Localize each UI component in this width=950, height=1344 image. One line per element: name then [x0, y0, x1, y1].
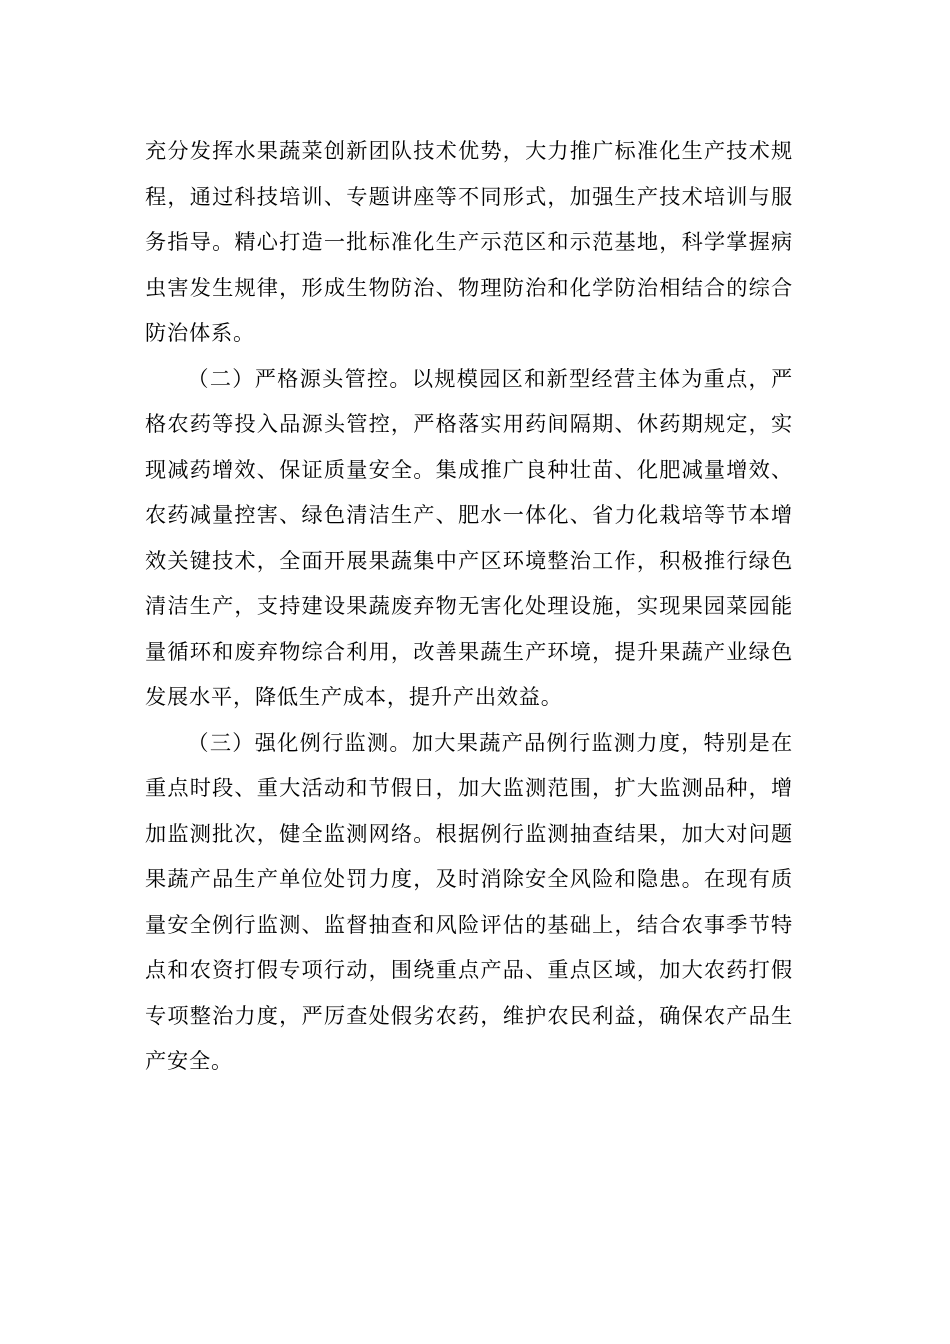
paragraph-routine-monitoring: （三）强化例行监测。加大果蔬产品例行监测力度，特别是在重点时段、重大活动和节假日，加大监测范围，扩大监测品种，增加监测批次，健全监测网络。根据例行监测抽查结果，加大对问题果蔬产品生产单位处罚力度，及时消除安全风险和隐患。在现有质量安全例行监测、监督抽查和风险评估的基础上，结合农事季节特点和农资打假专项行动，围绕重点产品、重点区域，加大农药打假专项整治力度，严厉查处假劣农药，维护农民利益，确保农产品生产安全。: [145, 729, 793, 1073]
paragraph-continuation: 充分发挥水果蔬菜创新团队技术优势，大力推广标准化生产技术规程，通过科技培训、专题讲座等不同形式，加强生产技术培训与服务指导。精心打造一批标准化生产示范区和示范基地，科学掌握病虫害发生规律，形成生物防治、物理防治和化学防治相结合的综合防治体系。: [145, 138, 793, 345]
paragraph-strict-source-control: （二）严格源头管控。以规模园区和新型经营主体为重点，严格农药等投入品源头管控，严格落实用药间隔期、休药期规定，实现减药增效、保证质量安全。集成推广良种壮苗、化肥减量增效、农药减量控害、绿色清洁生产、肥水一体化、省力化栽培等节本增效关键技术，全面开展果蔬集中产区环境整治工作，积极推行绿色清洁生产，支持建设果蔬废弃物无害化处理设施，实现果园菜园能量循环和废弃物综合利用，改善果蔬生产环境，提升果蔬产业绿色发展水平，降低生产成本，提升产出效益。: [145, 365, 793, 709]
document-body: [145, 128, 793, 1084]
